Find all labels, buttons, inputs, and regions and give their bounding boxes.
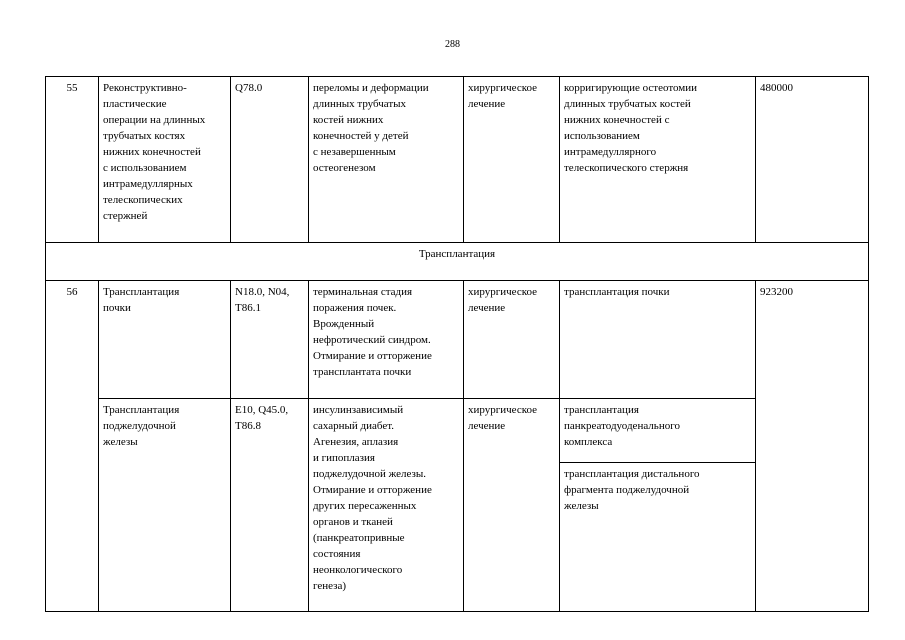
section-title: Трансплантация (46, 243, 869, 281)
table-row (46, 77, 869, 243)
cost-cell: 923200 (756, 281, 869, 612)
procedure-name-cell: Трансплантация почки (99, 281, 231, 399)
table-row (46, 399, 869, 463)
treatment-type-cell: хирургическое лечение (464, 77, 560, 243)
icd-codes-cell: Q78.0 (231, 77, 309, 243)
treatment-method-cell: трансплантация дистального фрагмента поджелудочной железы (560, 463, 756, 612)
treatment-type-cell: хирургическое лечение (464, 399, 560, 612)
procedures-table (45, 76, 869, 612)
treatment-method-cell: трансплантация панкреатодуоденального комплекса (560, 399, 756, 463)
row-number-cell: 56 (46, 281, 99, 612)
patient-model-cell: терминальная стадия поражения почек. Врожденный нефротический синдром. Отмирание и отторжение трансплантата почки (309, 281, 464, 399)
patient-model-cell: инсулинзависимый сахарный диабет. Агенезия, аплазия и гипоплазия поджелудочной железы. Отмирание и отторжение других пересаженных органов и тканей (панкреатопривные состояния неонкологического генеза) (309, 399, 464, 612)
icd-codes-cell: N18.0, N04, T86.1 (231, 281, 309, 399)
procedure-name-cell: Реконструктивно- пластические операции на длинных трубчатых костях нижних конечностей с использованием интрамедуллярных телескопических стержней (99, 77, 231, 243)
cost-cell: 480000 (756, 77, 869, 243)
section-row (46, 243, 869, 281)
table-row (46, 281, 869, 399)
procedure-name-cell: Трансплантация поджелудочной железы (99, 399, 231, 612)
icd-codes-cell: E10, Q45.0, T86.8 (231, 399, 309, 612)
page-number: 288 (445, 39, 460, 50)
treatment-type-cell: хирургическое лечение (464, 281, 560, 399)
patient-model-cell: переломы и деформации длинных трубчатых костей нижних конечностей у детей с незавершенным остеогенезом (309, 77, 464, 243)
treatment-method-cell: корригирующие остеотомии длинных трубчатых костей нижних конечностей с использованием интрамедуллярного телескопического стержня (560, 77, 756, 243)
treatment-method-cell: трансплантация почки (560, 281, 756, 399)
row-number-cell: 55 (46, 77, 99, 243)
